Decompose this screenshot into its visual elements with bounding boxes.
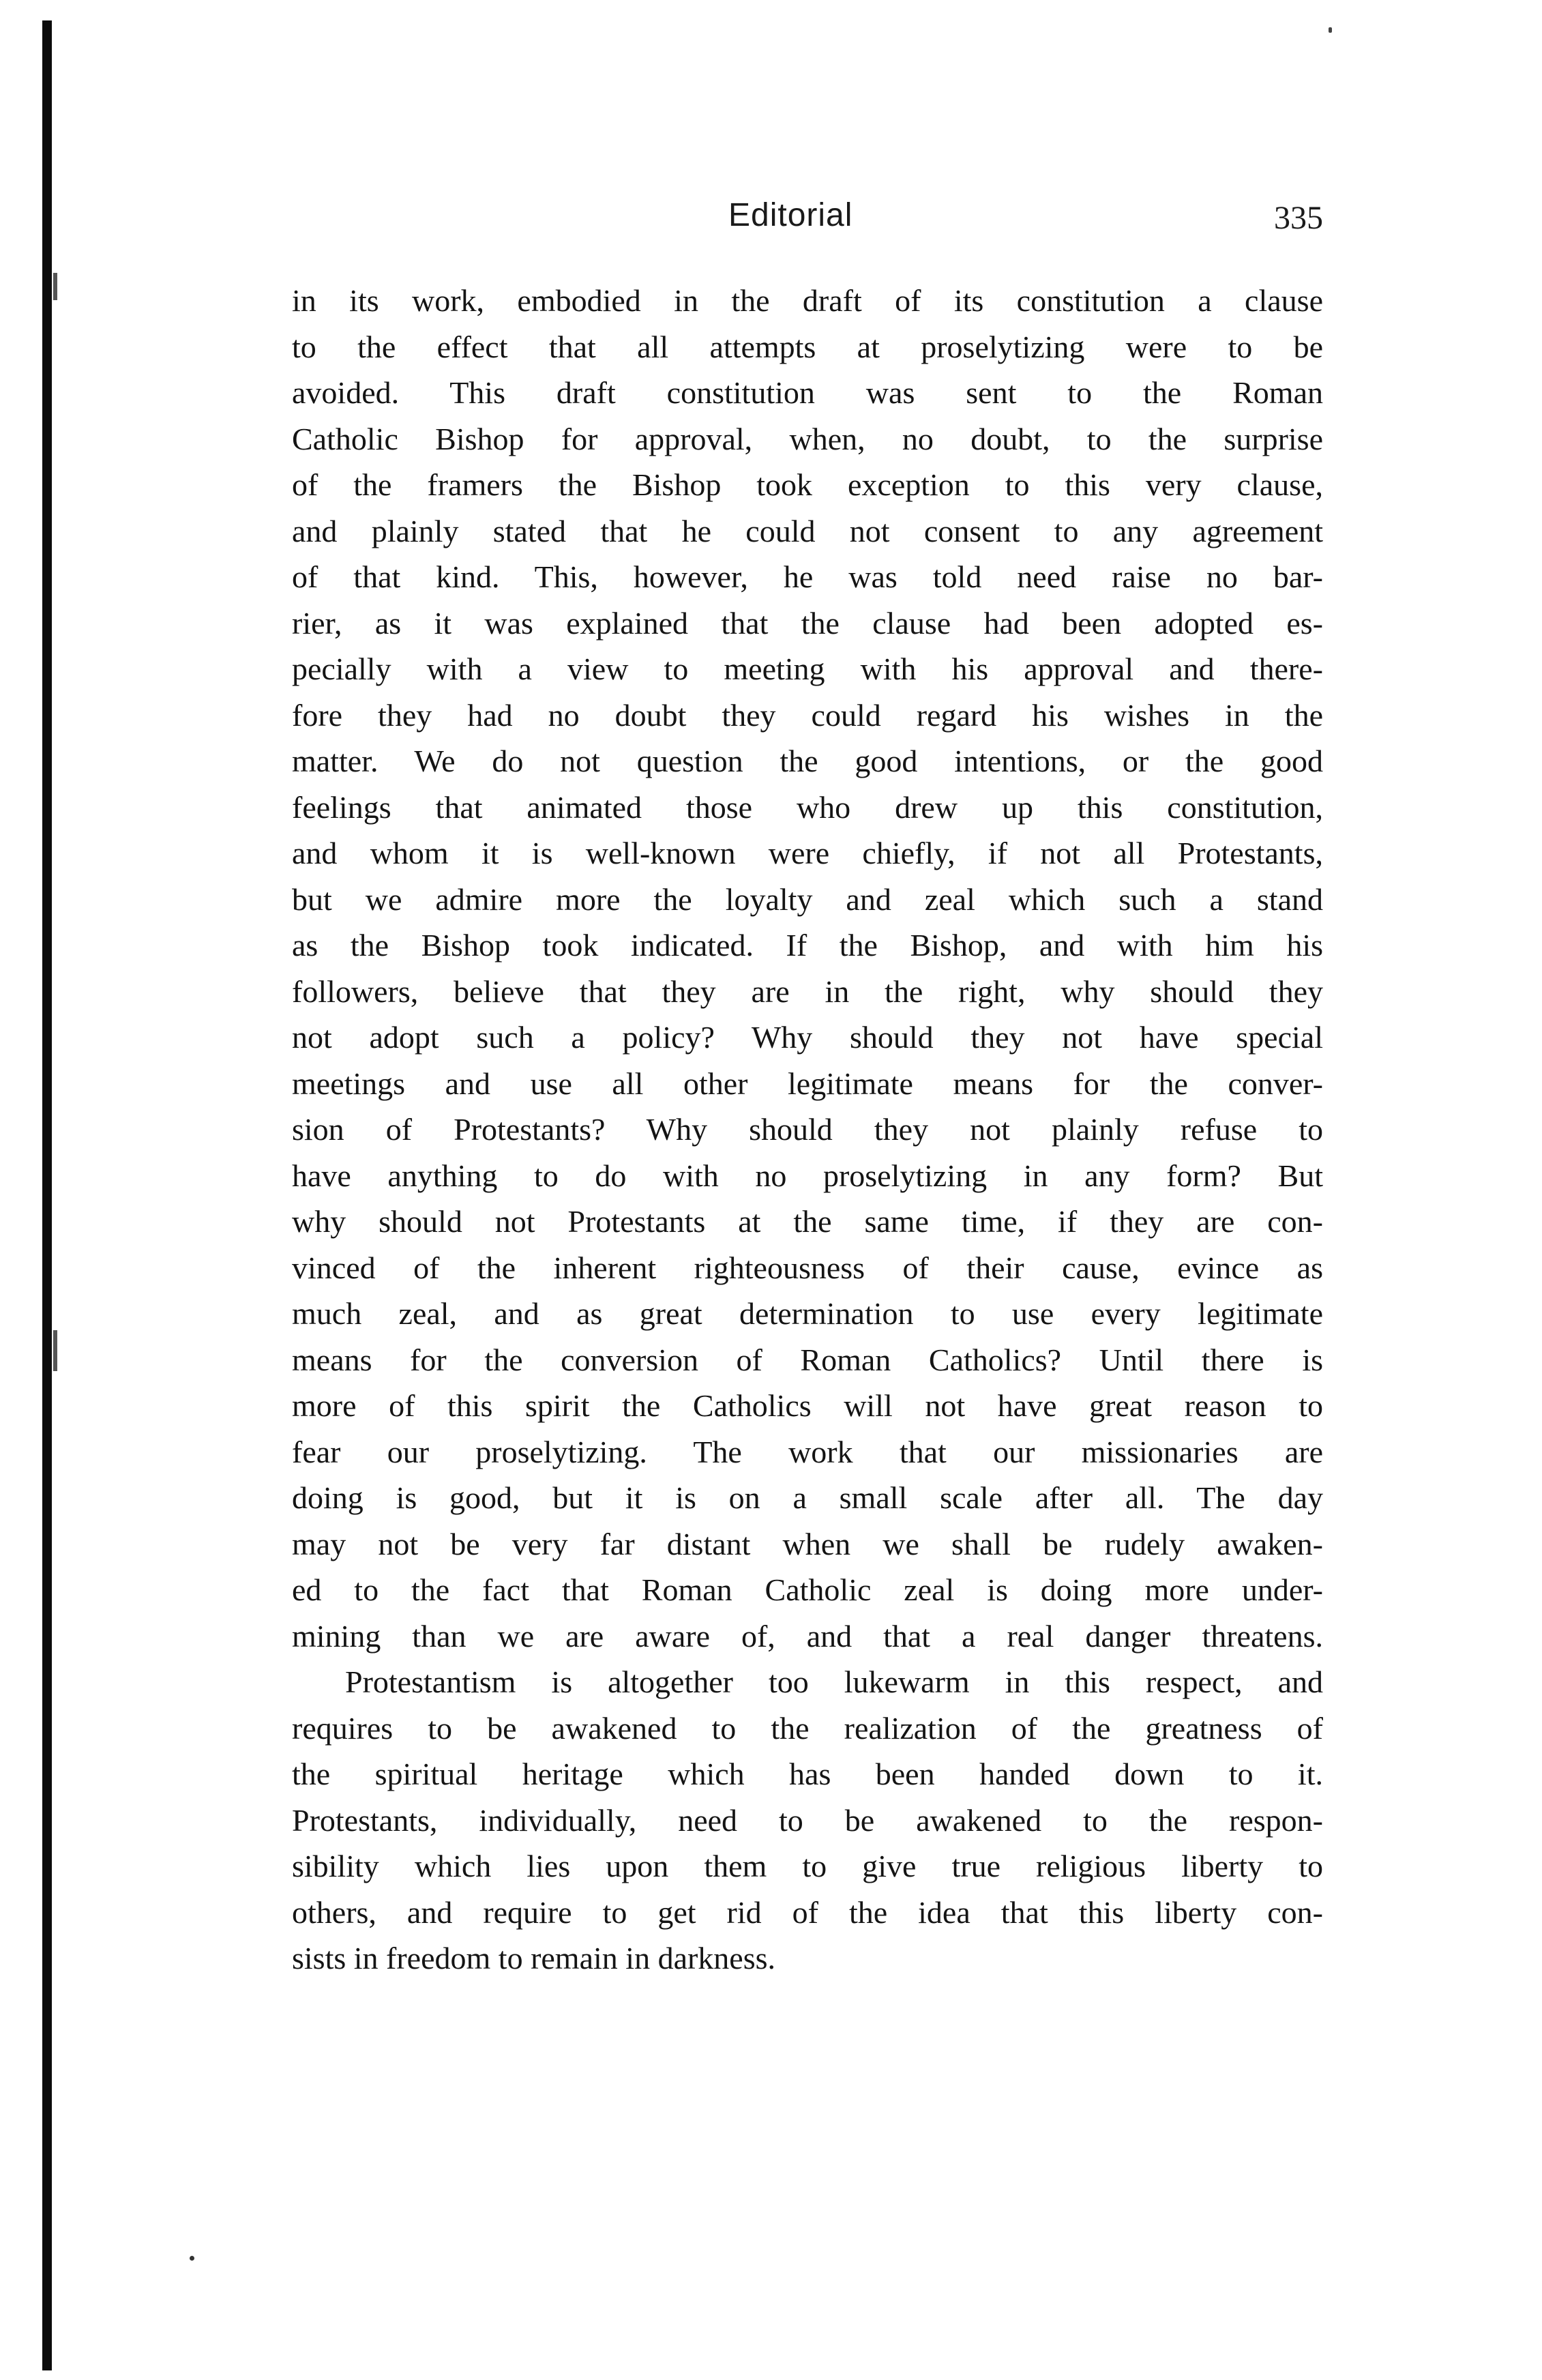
text-line: followers, believe that they are in the right, why should they: [292, 973, 1323, 1009]
text-line: more of this spirit the Catholics will not have great reason to: [292, 1388, 1323, 1423]
text-line: mining than we are aware of, and that a real danger threatens.: [292, 1618, 1323, 1654]
text-line: much zeal, and as great determination to use every legitimate: [292, 1296, 1323, 1331]
text-line: Catholic Bishop for approval, when, no doubt, to the surprise: [292, 421, 1323, 456]
text-line: others, and require to get rid of the idea that this liberty con-: [292, 1894, 1323, 1930]
scan-dot: [190, 2256, 194, 2261]
page-number: 335: [1274, 200, 1323, 236]
text-line: rier, as it was explained that the clause had been adopted es-: [292, 605, 1323, 641]
scan-mark: [1329, 27, 1332, 33]
text-line: Protestants, individually, need to be awakened to the respon-: [292, 1802, 1323, 1838]
text-line: fore they had no doubt they could regard his wishes in the: [292, 697, 1323, 733]
text-line: the spiritual heritage which has been handed down to it.: [292, 1757, 1323, 1791]
text-line: have anything to do with no proselytizing in any form? But: [292, 1158, 1323, 1193]
text-line: sibility which lies upon them to give true religious liberty to: [292, 1849, 1323, 1883]
page-header: [292, 196, 1323, 246]
paragraph-1: [292, 278, 1323, 1659]
text-line: means for the conversion of Roman Catholics? Until there is: [292, 1342, 1323, 1377]
text-line: sists in freedom to remain in darkness.: [292, 1941, 776, 1975]
text-line: and plainly stated that he could not consent to any agreement: [292, 513, 1323, 548]
text-line: Protestantism is altogether too lukewarm in this respect, and: [345, 1664, 1323, 1699]
text-line: and whom it is well-known were chiefly, if not all Protestants,: [292, 836, 1323, 870]
text-line: sion of Protestants? Why should they not plainly refuse to: [292, 1112, 1323, 1147]
text-line: doing is good, but it is on a small scale after all. The day: [292, 1480, 1323, 1515]
body-text: [292, 278, 1323, 1982]
text-line: why should not Protestants at the same time, if they are con-: [292, 1204, 1323, 1239]
text-line: but we admire more the loyalty and zeal which such a stand: [292, 881, 1323, 917]
text-line: as the Bishop took indicated. If the Bishop, and with him his: [292, 928, 1323, 963]
text-line: ed to the fact that Roman Catholic zeal is doing more under-: [292, 1572, 1323, 1607]
binding-speckle: [53, 1330, 57, 1371]
text-line: avoided. This draft constitution was sent to the Roman: [292, 375, 1323, 410]
text-line: feelings that animated those who drew up this constitution,: [292, 789, 1323, 825]
text-line: not adopt such a policy? Why should they not have special: [292, 1020, 1323, 1055]
page-binding-edge: [42, 20, 52, 2370]
text-line: vinced of the inherent righteousness of their cause, evince as: [292, 1250, 1323, 1285]
text-line: of the framers the Bishop took exception to this very clause,: [292, 467, 1323, 502]
text-line: in its work, embodied in the draft of its constitution a clause: [292, 283, 1323, 318]
text-line: to the effect that all attempts at proselytizing were to be: [292, 329, 1323, 364]
text-line: fear our proselytizing. The work that our missionaries are: [292, 1434, 1323, 1469]
text-line: meetings and use all other legitimate means for the conver-: [292, 1066, 1323, 1101]
text-line: matter. We do not question the good intentions, or the good: [292, 744, 1323, 778]
text-line: of that kind. This, however, he was told need raise no bar-: [292, 559, 1323, 594]
binding-speckle: [53, 273, 57, 300]
text-line: pecially with a view to meeting with his approval and there-: [292, 651, 1323, 686]
paragraph-2: [292, 1659, 1323, 1982]
text-line: may not be very far distant when we shall be rudely awaken-: [292, 1526, 1323, 1561]
running-title: Editorial: [728, 197, 853, 233]
text-line: requires to be awakened to the realization of the greatness of: [292, 1710, 1323, 1746]
